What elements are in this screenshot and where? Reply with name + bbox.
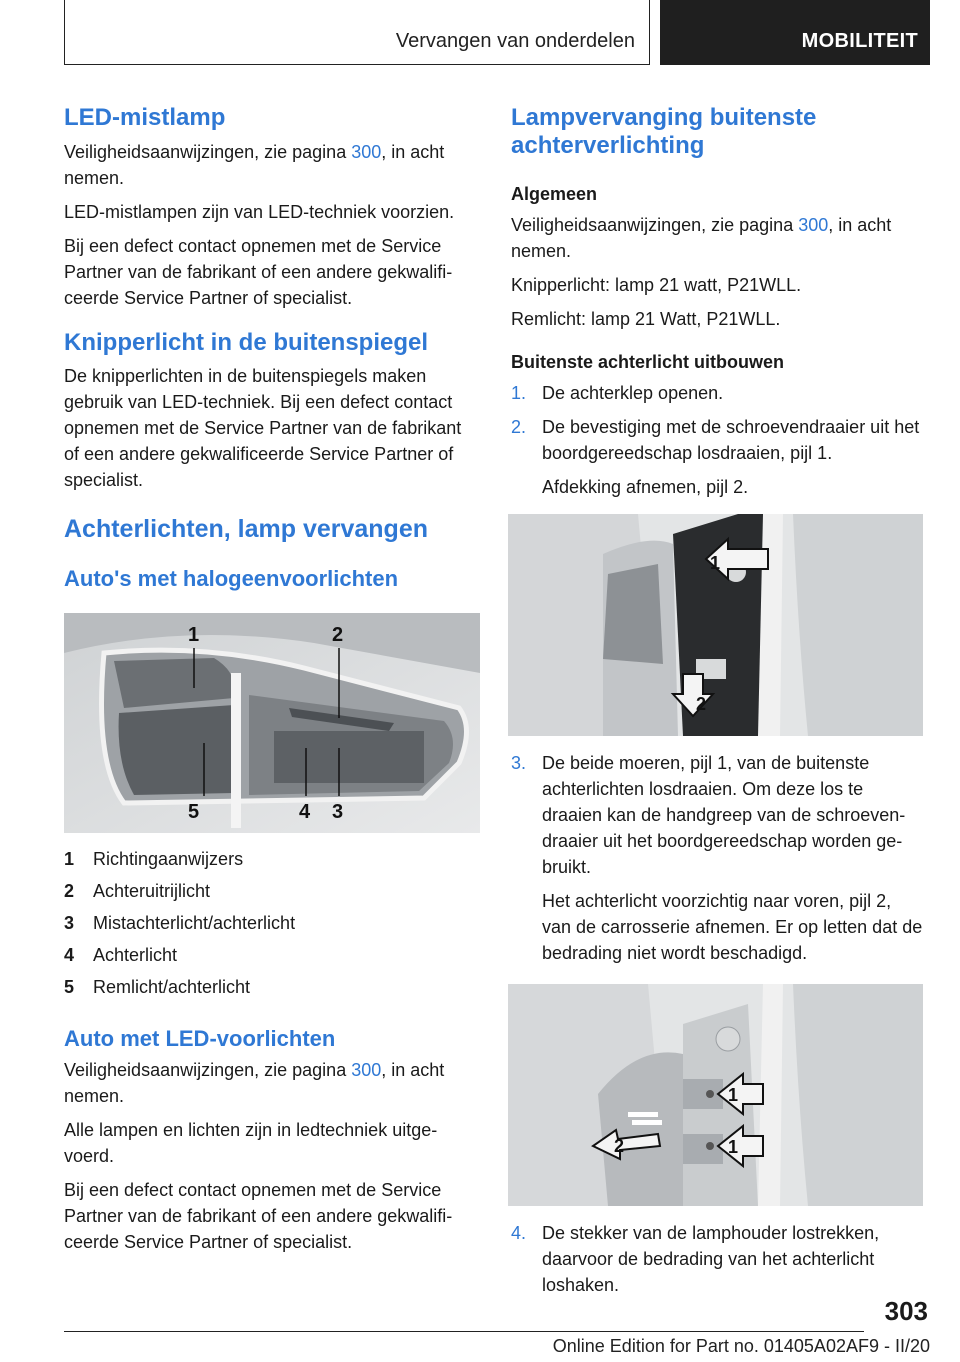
indicator-spec: Knipperlicht: lamp 21 watt, P21WLL. [511,275,802,295]
cover-removal-figure [508,514,923,736]
footer-divider [64,1331,864,1332]
step-list-continued [511,750,925,966]
page-link-300[interactable]: 300 [798,215,829,235]
page-header [64,0,930,65]
step-list-final [511,1220,925,1298]
page-link-300[interactable]: 300 [351,142,382,162]
step-2-sub: Afdekking afnemen, pijl 2. [542,477,749,497]
page-number: 303 [884,1296,928,1326]
step-3-sub: Het achterlicht voorzichtig naar voren, pijl 2, van de carrosserie afnemen. Er op letten dat de bedrading niet wordt beschadigd. [542,891,923,963]
legend-item: 1 Richtingaanwijzers [64,849,244,869]
removal-subtitle: Buitenste achterlicht uitbouwen [511,352,785,372]
header-chapter-tab [660,0,930,65]
legend-item: 2 Achteruitrijlicht [64,881,211,901]
figure-legend [64,843,480,1003]
halogen-subtitle: Auto's met halogeenvoorlichten [64,566,399,591]
step-item: 1. De achterklep openen. [511,383,724,403]
brake-spec: Remlicht: lamp 21 Watt, P21WLL. [511,309,781,329]
tail-light-figure [64,613,480,833]
callout-5: 5 [188,801,200,823]
step-item: 2. De bevestiging met de schroevendraaier uit het boordgereedschap losdraaien, pijl 1. [511,417,920,463]
step-item: 3. De beide moeren, pijl 1, van de buitenste achterlichten losdraaien. Om deze los te draaien kan de handgreep van de schroevendraaier uit het boordgereedschap worden gebruikt. [511,753,906,877]
callout-1: 1 [188,624,200,646]
legend-item: 3 Mistachterlicht/achterlicht [64,913,296,933]
tail-light-illustration [64,613,480,833]
led-fog-safety: Veiligheidsaanwijzingen, zie pagina 300, in acht nemen. [64,142,445,188]
led-headlights-safety: Veiligheidsaanwijzingen, zie pagina 300, in acht nemen. [64,1060,445,1106]
nut-removal-figure [508,984,923,1206]
callout-2: 2 [332,624,344,646]
legend-item: 5 Remlicht/achterlicht [64,977,251,997]
callout-arrow-2: 2 [696,694,707,714]
cover-removal-illustration [508,514,923,736]
led-headlights-paragraph-2: Alle lampen en lichten zijn in ledtechniek uitgevoerd. [64,1120,438,1166]
step-item: 4. De stekker van de lamphouder lostrekken, daarvoor de bedrading van het achterlicht loshaken. [511,1223,880,1295]
led-headlights-title: Auto met LED-voorlichten [64,1026,336,1051]
led-fog-paragraph-3: Bij een defect contact opnemen met de Service Partner van de fabrikant of een andere gekwalificeerde Service Partner of specialist. [64,236,453,308]
legend-item: 4 Achterlicht [64,945,178,965]
left-column [64,100,480,1255]
mirror-indicator-paragraph: De knipperlichten in de buitenspiegels maken gebruik van LED-techniek. Bij een defect contact opnemen met de Service Partner van de fabrikant of een andere gekwalificeerde Service Partner of specialist. [64,366,462,490]
tail-lights-title: Achterlichten, lamp vervangen [64,515,429,543]
right-safety: Veiligheidsaanwijzingen, zie pagina 300, in acht nemen. [511,215,892,261]
page-link-300[interactable]: 300 [351,1060,382,1080]
callout-3: 3 [332,801,344,823]
footer-edition: Online Edition for Part no. 01405A02AF9 - II/20 [552,1336,930,1356]
step-list [511,380,925,500]
header-section-title: Vervangen van onderdelen [395,30,635,52]
nut-removal-illustration [508,984,923,1206]
general-subtitle: Algemeen [511,184,598,204]
callout-4: 4 [299,801,311,823]
header-section-tab [64,0,650,65]
header-chapter-title: MOBILITEIT [801,30,918,52]
right-column [511,100,925,1298]
led-headlights-paragraph-3: Bij een defect contact opnemen met de Service Partner van de fabrikant of een andere gekwalificeerde Service Partner of specialist. [64,1180,453,1252]
callout-arrow-1: 1 [710,553,721,573]
led-fog-paragraph-2: LED-mistlampen zijn van LED-techniek voorzien. [64,202,455,222]
callout-arrow-1-lower: 1 [728,1137,739,1157]
callout-arrow-2: 2 [614,1136,625,1156]
callout-arrow-1-upper: 1 [728,1085,739,1105]
mirror-indicator-title: Knipperlicht in de buitenspiegel [64,329,429,356]
led-fog-title: LED-mistlamp [64,104,226,131]
rear-light-replacement-title: Lampvervanging buitenste achterverlichting [511,104,817,159]
